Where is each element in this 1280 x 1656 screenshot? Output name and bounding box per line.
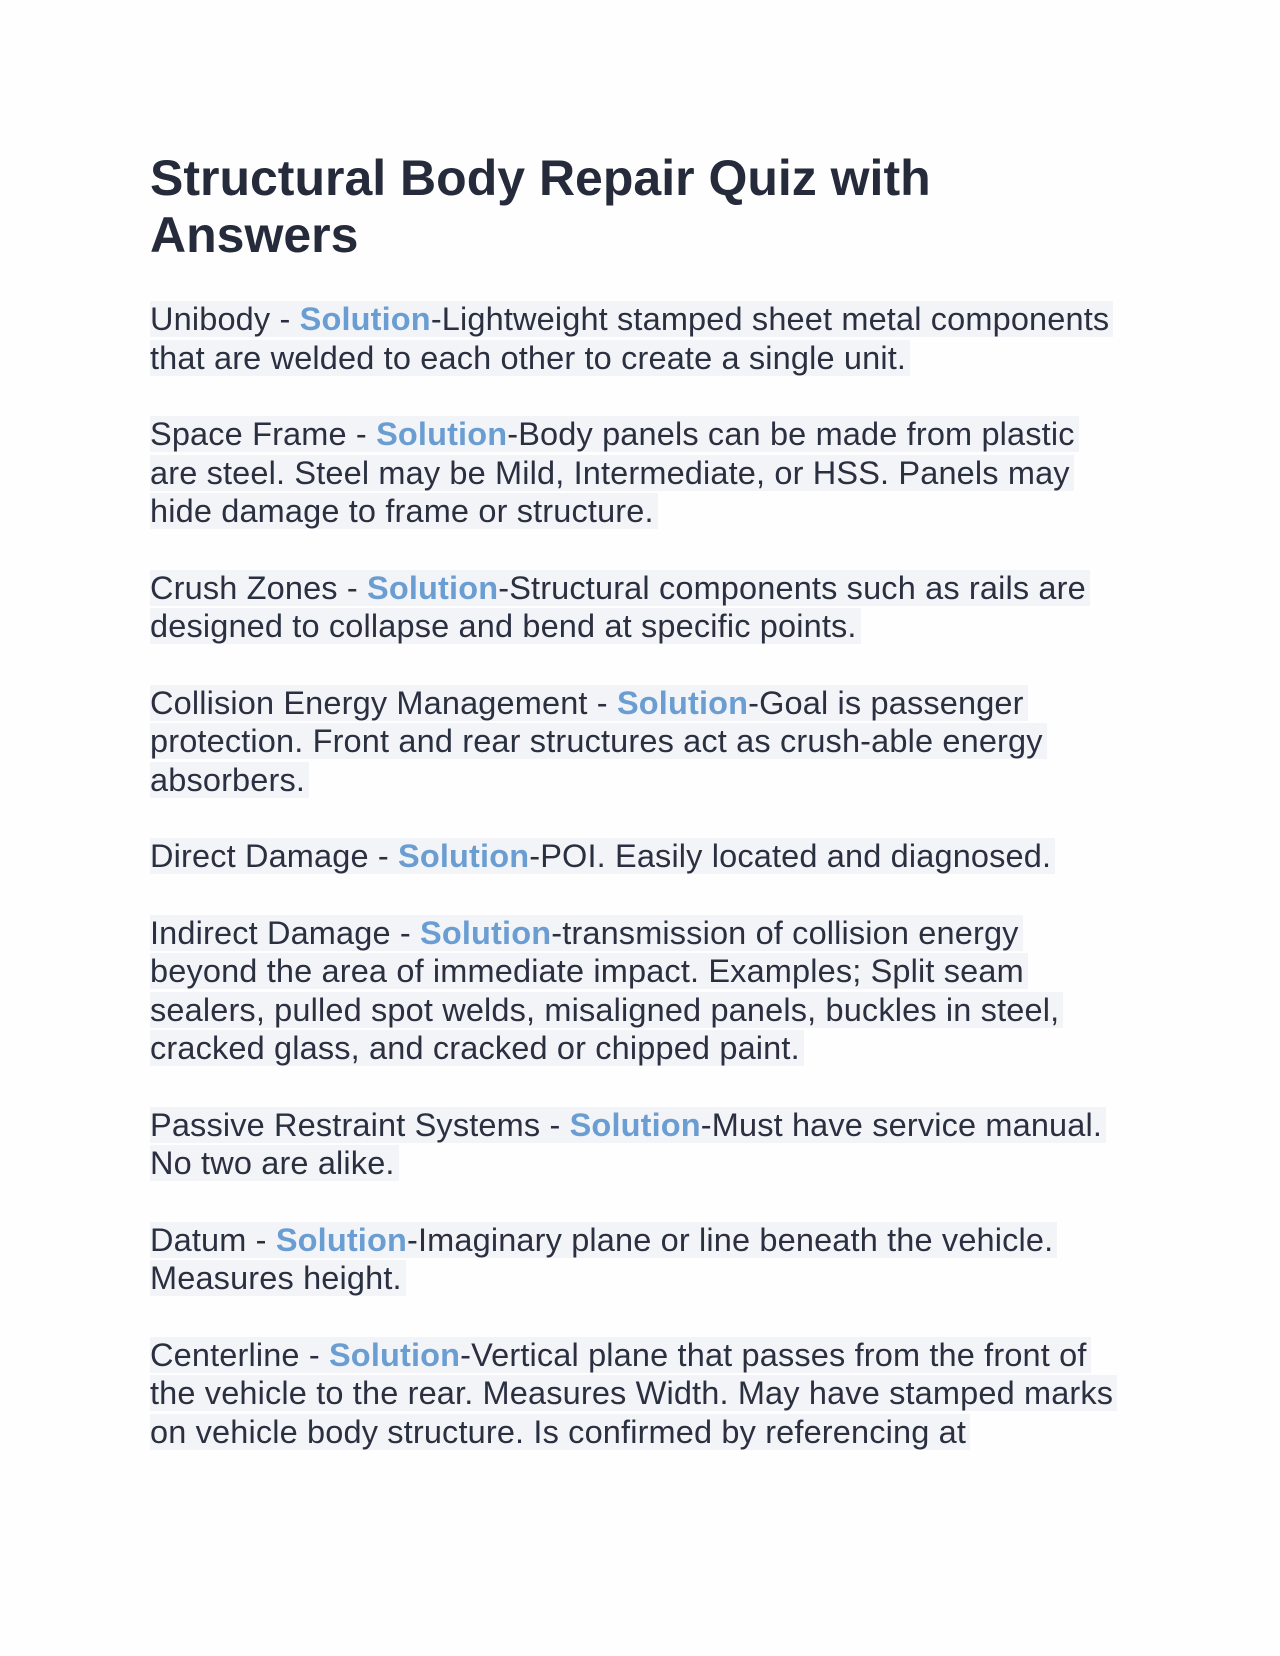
- entry-term: Passive Restraint Systems: [150, 1106, 541, 1143]
- qa-entry-indirect-damage: [150, 914, 1130, 1068]
- entry-separator: -: [299, 1336, 329, 1373]
- qa-entry-crush-zones: [150, 569, 1130, 646]
- qa-entry-space-frame: [150, 415, 1130, 531]
- entry-answer: -Vertical plane that passes from the front of the vehicle to the rear. Measures Width. May have stamped marks on vehicle body structure. Is confirmed by referencing at: [150, 1336, 1114, 1450]
- solution-label: Solution: [376, 416, 508, 452]
- qa-entry-collision-energy-management: [150, 684, 1130, 800]
- solution-label: Solution: [398, 838, 530, 874]
- solution-label: Solution: [420, 914, 552, 951]
- entry-answer: -Imaginary plane or line beneath the vehicle. Measures height.: [150, 1221, 1054, 1296]
- entry-text: [150, 301, 1113, 376]
- entry-text: [150, 915, 1063, 1067]
- document-page: [150, 150, 1130, 1489]
- qa-entry-direct-damage: [150, 837, 1130, 876]
- qa-entry-passive-restraint-systems: [150, 1106, 1130, 1183]
- entry-text: [150, 1107, 1106, 1182]
- entry-separator: -: [540, 1106, 570, 1143]
- entry-text: [150, 685, 1047, 798]
- entry-separator: -: [587, 684, 617, 721]
- entry-text: [150, 838, 1055, 874]
- entry-term: Datum: [150, 1221, 247, 1258]
- solution-label: Solution: [275, 1221, 407, 1258]
- solution-label: Solution: [569, 1106, 701, 1143]
- entry-separator: -: [337, 569, 368, 606]
- entry-answer: -Body panels can be made from plastic are steel. Steel may be Mild, Intermediate, or HSS. Panels may hide damage to frame or structure.: [150, 416, 1075, 529]
- entry-term: Crush Zones: [150, 569, 338, 606]
- entry-term: Direct Damage: [150, 838, 369, 874]
- qa-entry-unibody: [150, 300, 1130, 377]
- entry-separator: -: [270, 301, 300, 337]
- solution-label: Solution: [328, 1336, 461, 1373]
- solution-label: Solution: [299, 301, 431, 337]
- entry-separator: -: [390, 914, 421, 951]
- entry-separator: -: [246, 1221, 276, 1258]
- qa-entry-datum: [150, 1221, 1130, 1298]
- entry-text: [150, 416, 1079, 529]
- entry-term: Collision Energy Management: [150, 684, 588, 721]
- entry-text: [150, 1222, 1057, 1297]
- entry-term: Indirect Damage: [150, 914, 391, 951]
- entry-answer: -Structural components such as rails are designed to collapse and bend at specific points.: [150, 569, 1086, 644]
- solution-label: Solution: [367, 569, 499, 606]
- entry-term: Unibody: [150, 301, 271, 337]
- entry-answer: -Lightweight stamped sheet metal components that are welded to each other to create a single unit.: [150, 301, 1110, 376]
- entry-separator: -: [346, 416, 377, 452]
- entry-answer: -Goal is passenger protection. Front and rear structures act as crush-able energy absorbers.: [150, 684, 1043, 798]
- entry-term: Centerline: [150, 1336, 300, 1373]
- document-title: Structural Body Repair Quiz with Answers: [150, 150, 931, 263]
- entry-separator: -: [368, 838, 399, 874]
- entry-answer: -transmission of collision energy beyond the area of immediate impact. Examples; Split seam sealers, pulled spot welds, misaligned panels, buckles in steel, cracked glass, and cracked or chipped paint.: [150, 914, 1060, 1066]
- entry-answer: -Must have service manual. No two are alike.: [150, 1106, 1103, 1181]
- entry-answer: -POI. Easily located and diagnosed.: [529, 838, 1052, 874]
- entry-term: Space Frame: [150, 416, 347, 452]
- solution-label: Solution: [616, 684, 749, 721]
- qa-entry-centerline: [150, 1336, 1130, 1452]
- entry-text: [150, 1337, 1117, 1450]
- entry-text: [150, 570, 1090, 645]
